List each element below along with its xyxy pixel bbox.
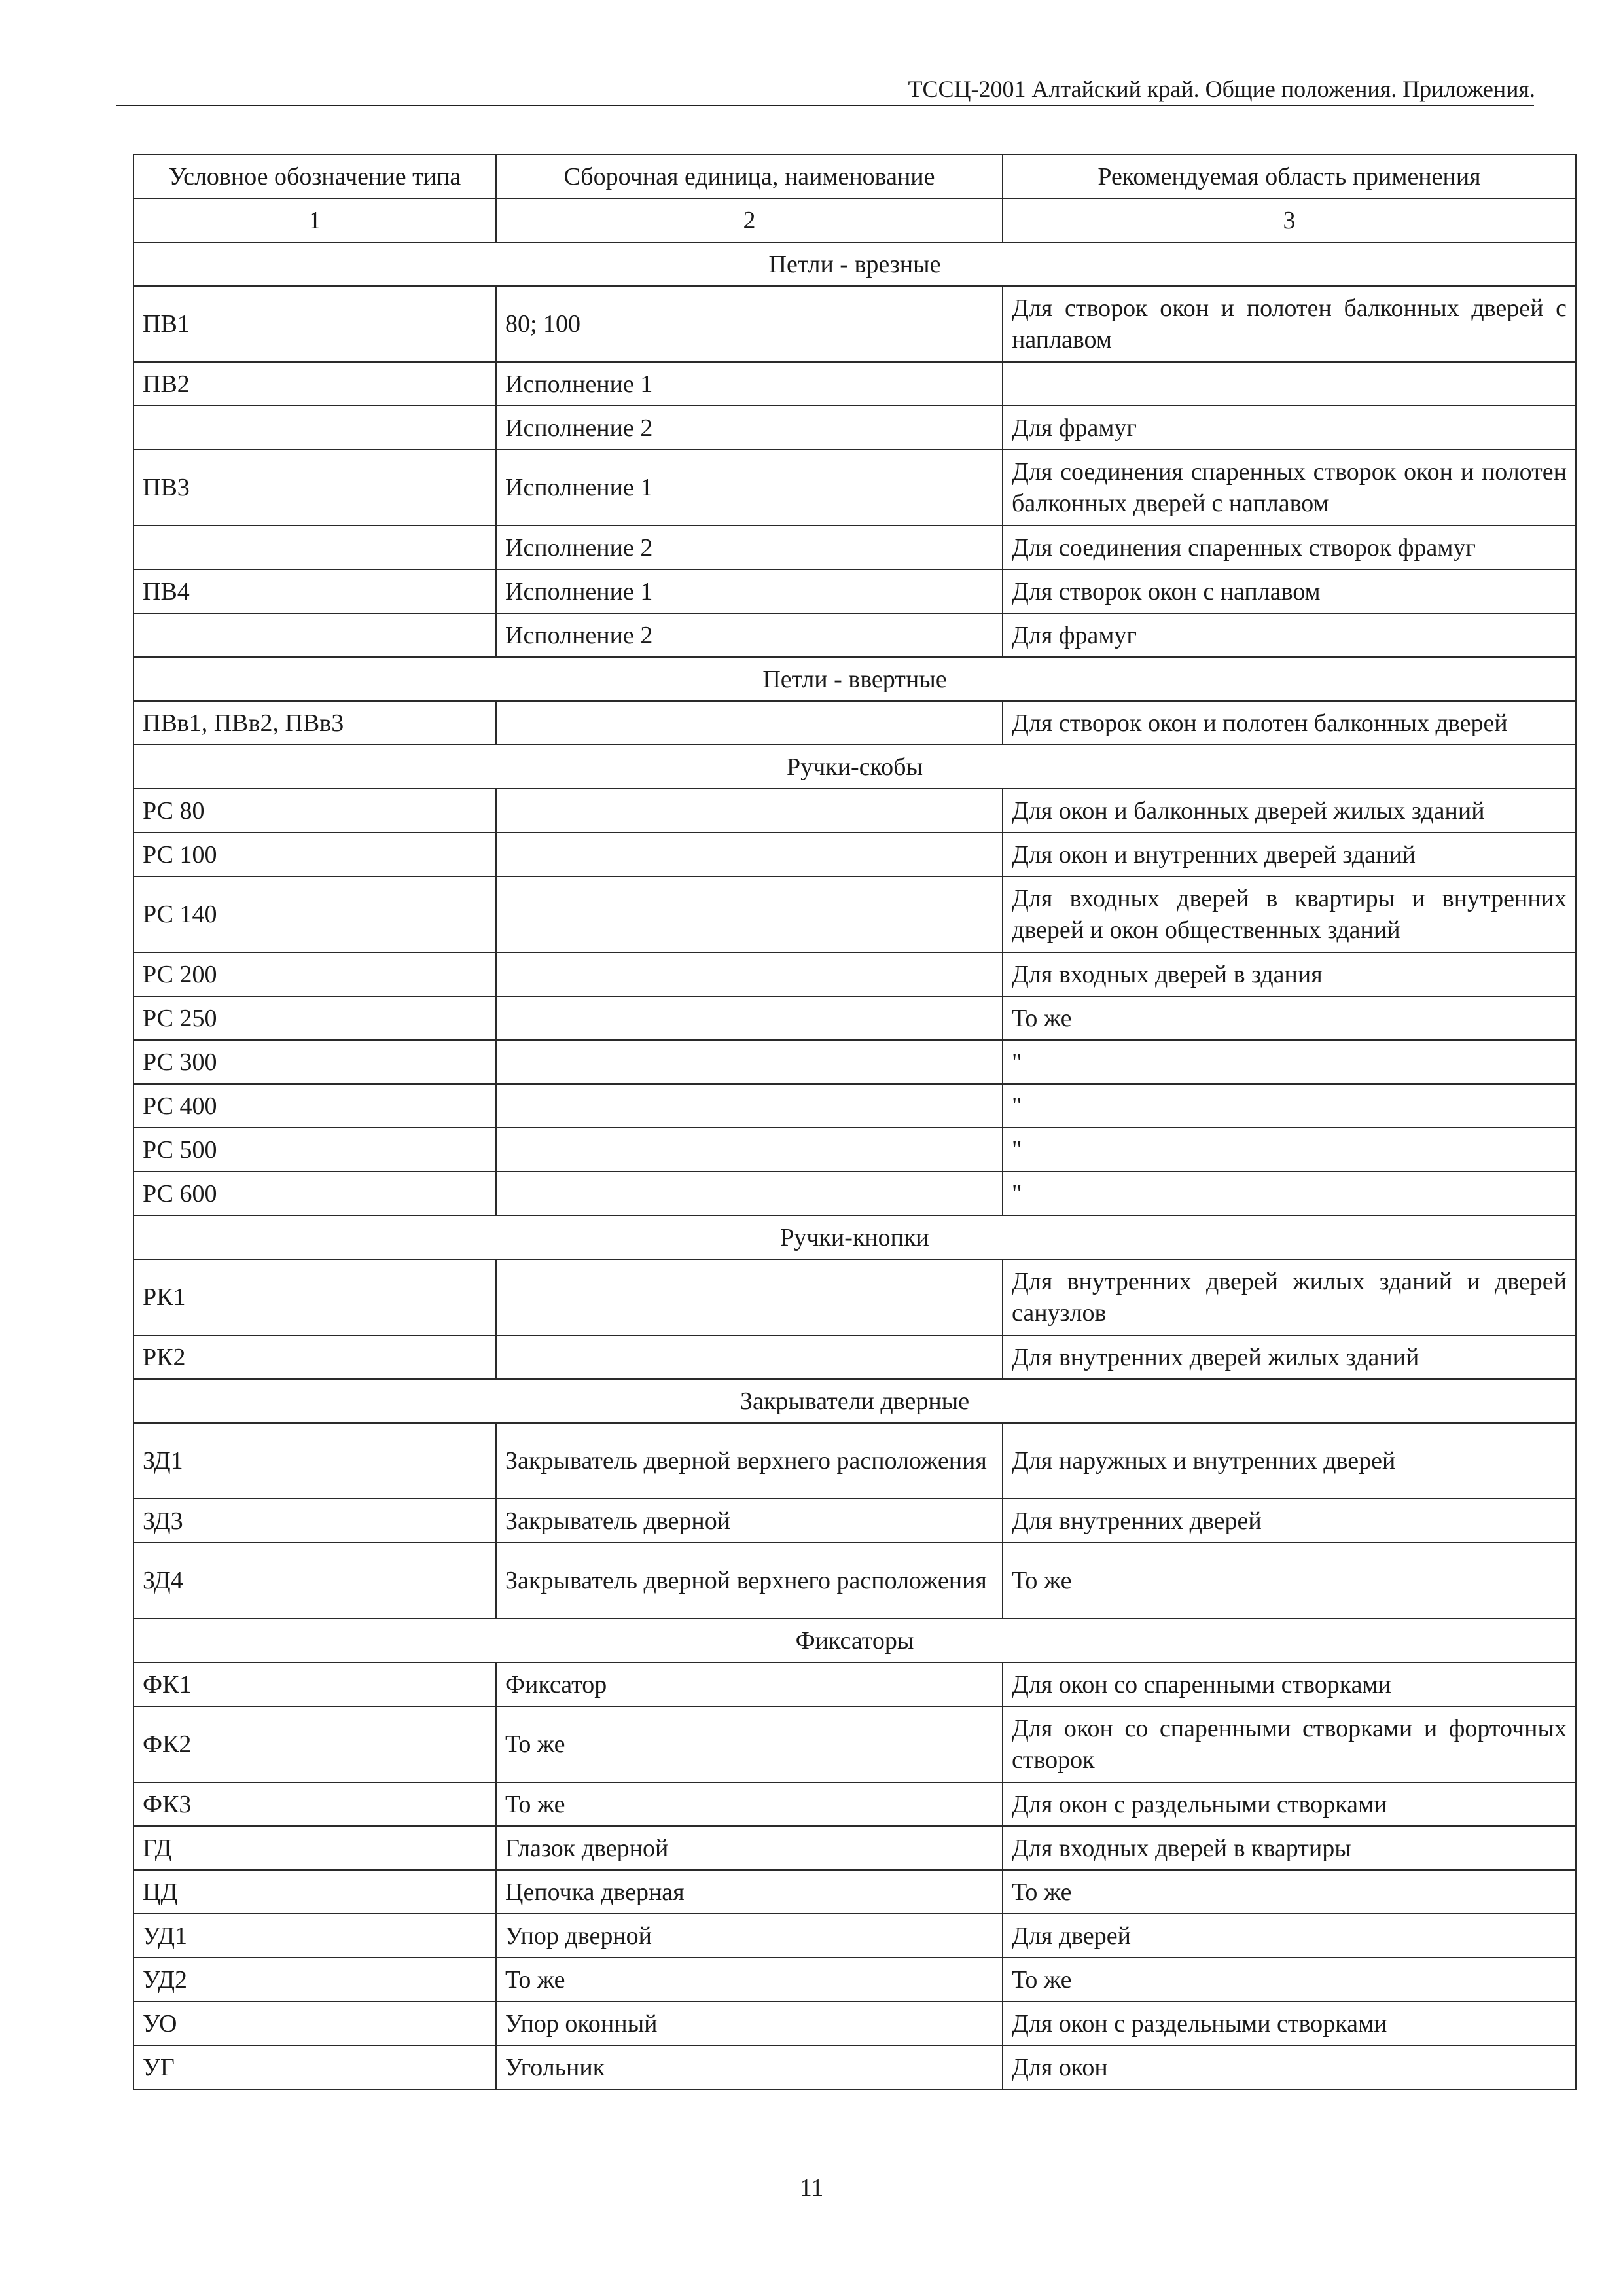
area-cell: Для соединения спаренных створок фрамуг <box>1003 526 1576 569</box>
unit-cell: Закрыватель дверной верхнего расположения <box>496 1543 1003 1619</box>
area-cell: То же <box>1003 1543 1576 1619</box>
area-cell: Для входных дверей в квартиры <box>1003 1826 1576 1870</box>
unit-cell <box>496 1128 1003 1172</box>
table-row <box>134 876 1576 952</box>
table-header-row <box>134 154 1576 198</box>
unit-cell: 80; 100 <box>496 286 1003 362</box>
section-header-row <box>134 242 1576 286</box>
area-cell: Для окон <box>1003 2045 1576 2089</box>
type-cell: ГД <box>134 1826 496 1870</box>
area-cell: Для окон со спаренными створками <box>1003 1662 1576 1706</box>
type-cell: РС 600 <box>134 1172 496 1215</box>
table-row <box>134 701 1576 745</box>
area-cell: То же <box>1003 1958 1576 2001</box>
section-title: Фиксаторы <box>134 1619 1576 1662</box>
type-cell: РК2 <box>134 1335 496 1379</box>
unit-cell: Исполнение 2 <box>496 526 1003 569</box>
type-cell: ПВ4 <box>134 569 496 613</box>
area-cell: Для соединения спаренных створок окон и полотен балконных дверей с наплавом <box>1003 450 1576 526</box>
type-cell: ПВв1, ПВв2, ПВв3 <box>134 701 496 745</box>
table-row <box>134 1782 1576 1826</box>
type-cell: УО <box>134 2001 496 2045</box>
table-row <box>134 1706 1576 1782</box>
unit-cell: То же <box>496 1706 1003 1782</box>
type-cell: ФК1 <box>134 1662 496 1706</box>
unit-cell <box>496 1040 1003 1084</box>
type-cell: ПВ2 <box>134 362 496 406</box>
unit-cell <box>496 1259 1003 1335</box>
column-number: 1 <box>134 198 496 242</box>
unit-cell <box>496 1172 1003 1215</box>
area-cell: Для фрамуг <box>1003 406 1576 450</box>
area-cell: Для окон со спаренными створками и форточных створок <box>1003 1706 1576 1782</box>
unit-cell: Закрыватель дверной верхнего расположения <box>496 1423 1003 1499</box>
type-cell: РС 400 <box>134 1084 496 1128</box>
table-row <box>134 952 1576 996</box>
unit-cell: Исполнение 1 <box>496 569 1003 613</box>
table-row <box>134 1084 1576 1128</box>
type-cell: РС 500 <box>134 1128 496 1172</box>
unit-cell <box>496 833 1003 876</box>
table-row <box>134 1423 1576 1499</box>
column-header-type: Условное обозначение типа <box>134 154 496 198</box>
table-row <box>134 1662 1576 1706</box>
type-cell: ЦД <box>134 1870 496 1914</box>
area-cell: Для внутренних дверей жилых зданий <box>1003 1335 1576 1379</box>
unit-cell: Исполнение 1 <box>496 450 1003 526</box>
area-cell: Для наружных и внутренних дверей <box>1003 1423 1576 1499</box>
column-number: 3 <box>1003 198 1576 242</box>
table-row <box>134 1128 1576 1172</box>
unit-cell <box>496 1084 1003 1128</box>
area-cell: То же <box>1003 1870 1576 1914</box>
area-cell: Для окон с раздельными створками <box>1003 1782 1576 1826</box>
unit-cell: Фиксатор <box>496 1662 1003 1706</box>
type-cell: РК1 <box>134 1259 496 1335</box>
table-row <box>134 996 1576 1040</box>
section-header-row <box>134 1215 1576 1259</box>
ditto-cell: " <box>1003 1040 1576 1084</box>
unit-cell <box>496 996 1003 1040</box>
section-title: Ручки-кнопки <box>134 1215 1576 1259</box>
header-rule <box>116 105 1534 106</box>
type-cell: ЗД3 <box>134 1499 496 1543</box>
unit-cell: Исполнение 2 <box>496 613 1003 657</box>
area-cell <box>1003 362 1576 406</box>
table-row <box>134 1826 1576 1870</box>
area-cell: Для створок окон и полотен балконных дверей с наплавом <box>1003 286 1576 362</box>
column-header-area: Рекомендуемая область применения <box>1003 154 1576 198</box>
running-header: ТССЦ-2001 Алтайский край. Общие положения. Приложения. <box>908 76 1535 102</box>
area-cell: Для внутренних дверей жилых зданий и дверей санузлов <box>1003 1259 1576 1335</box>
section-title: Петли - ввертные <box>134 657 1576 701</box>
area-cell: Для фрамуг <box>1003 613 1576 657</box>
unit-cell: Цепочка дверная <box>496 1870 1003 1914</box>
area-cell: Для входных дверей в квартиры и внутренних дверей и окон общественных зданий <box>1003 876 1576 952</box>
table-row <box>134 569 1576 613</box>
table-row <box>134 1543 1576 1619</box>
ditto-cell: " <box>1003 1172 1576 1215</box>
area-cell: Для дверей <box>1003 1914 1576 1958</box>
table-row <box>134 2001 1576 2045</box>
table-row <box>134 1259 1576 1335</box>
unit-cell <box>496 876 1003 952</box>
table-row <box>134 1870 1576 1914</box>
area-cell: Для окон и внутренних дверей зданий <box>1003 833 1576 876</box>
unit-cell <box>496 789 1003 833</box>
fittings-table <box>133 154 1577 2090</box>
section-title: Ручки-скобы <box>134 745 1576 789</box>
type-cell <box>134 406 496 450</box>
table-row <box>134 2045 1576 2089</box>
type-cell: УД1 <box>134 1914 496 1958</box>
unit-cell: То же <box>496 1782 1003 1826</box>
type-cell: УГ <box>134 2045 496 2089</box>
section-header-row <box>134 1379 1576 1423</box>
area-cell: Для окон и балконных дверей жилых зданий <box>1003 789 1576 833</box>
area-cell: Для створок окон и полотен балконных дверей <box>1003 701 1576 745</box>
table-row <box>134 833 1576 876</box>
ditto-cell: " <box>1003 1128 1576 1172</box>
unit-cell: Упор оконный <box>496 2001 1003 2045</box>
table-row <box>134 286 1576 362</box>
table-row <box>134 613 1576 657</box>
unit-cell: Упор дверной <box>496 1914 1003 1958</box>
area-cell: То же <box>1003 996 1576 1040</box>
type-cell: УД2 <box>134 1958 496 2001</box>
type-cell: РС 140 <box>134 876 496 952</box>
type-cell: РС 100 <box>134 833 496 876</box>
section-title: Закрыватели дверные <box>134 1379 1576 1423</box>
ditto-cell: " <box>1003 1084 1576 1128</box>
unit-cell: Глазок дверной <box>496 1826 1003 1870</box>
section-header-row <box>134 657 1576 701</box>
area-cell: Для окон с раздельными створками <box>1003 2001 1576 2045</box>
type-cell <box>134 613 496 657</box>
type-cell <box>134 526 496 569</box>
unit-cell: Угольник <box>496 2045 1003 2089</box>
type-cell: ЗД1 <box>134 1423 496 1499</box>
unit-cell <box>496 1335 1003 1379</box>
table-row <box>134 450 1576 526</box>
unit-cell: Исполнение 1 <box>496 362 1003 406</box>
unit-cell: Закрыватель дверной <box>496 1499 1003 1543</box>
table-row <box>134 362 1576 406</box>
table-row <box>134 526 1576 569</box>
type-cell: РС 300 <box>134 1040 496 1084</box>
type-cell: РС 200 <box>134 952 496 996</box>
section-header-row <box>134 745 1576 789</box>
table-row <box>134 1335 1576 1379</box>
unit-cell: Исполнение 2 <box>496 406 1003 450</box>
area-cell: Для внутренних дверей <box>1003 1499 1576 1543</box>
table-row <box>134 406 1576 450</box>
unit-cell <box>496 701 1003 745</box>
table-row <box>134 1499 1576 1543</box>
type-cell: ФК2 <box>134 1706 496 1782</box>
area-cell: Для входных дверей в здания <box>1003 952 1576 996</box>
column-header-unit: Сборочная единица, наименование <box>496 154 1003 198</box>
type-cell: РС 80 <box>134 789 496 833</box>
table-row <box>134 1958 1576 2001</box>
area-cell: Для створок окон с наплавом <box>1003 569 1576 613</box>
section-title: Петли - врезные <box>134 242 1576 286</box>
type-cell: ПВ3 <box>134 450 496 526</box>
column-number-row <box>134 198 1576 242</box>
column-number: 2 <box>496 198 1003 242</box>
table-row <box>134 1040 1576 1084</box>
table-row <box>134 789 1576 833</box>
unit-cell <box>496 952 1003 996</box>
section-header-row <box>134 1619 1576 1662</box>
type-cell: ЗД4 <box>134 1543 496 1619</box>
unit-cell: То же <box>496 1958 1003 2001</box>
type-cell: ФК3 <box>134 1782 496 1826</box>
table-row <box>134 1172 1576 1215</box>
type-cell: ПВ1 <box>134 286 496 362</box>
page-number: 11 <box>799 2174 824 2202</box>
type-cell: РС 250 <box>134 996 496 1040</box>
table-row <box>134 1914 1576 1958</box>
